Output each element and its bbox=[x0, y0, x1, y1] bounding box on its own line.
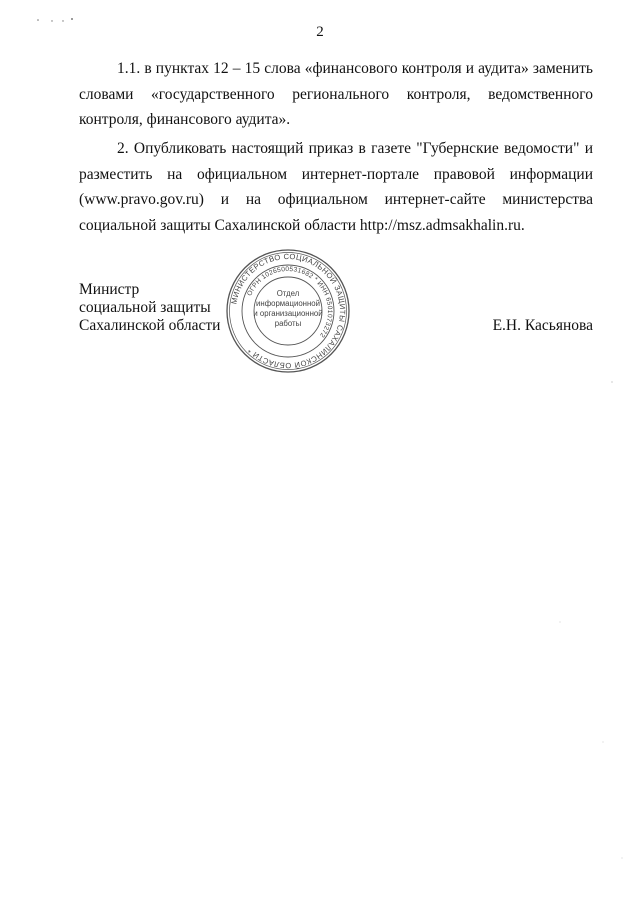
scan-speck bbox=[622, 858, 623, 859]
scan-speck bbox=[611, 381, 612, 382]
scan-speck bbox=[560, 622, 561, 623]
signer-name: Е.Н. Касьянова bbox=[492, 317, 593, 334]
signature-title-line: социальной защиты bbox=[79, 299, 211, 316]
seal-outer-text: МИНИСТЕРСТВО СОЦИАЛЬНОЙ ЗАЩИТЫ САХАЛИНСКОЙ ОБЛАСТИ * bbox=[229, 251, 348, 371]
seal-center-text: Отдел bbox=[276, 289, 300, 298]
seal-center-text: и организационной bbox=[253, 309, 323, 318]
signature-title-line: Министр bbox=[79, 281, 140, 298]
scan-speck bbox=[37, 19, 39, 21]
signature-title-line: Сахалинской области bbox=[79, 317, 221, 334]
scan-speck bbox=[62, 20, 63, 21]
signature-title-block bbox=[79, 281, 220, 335]
page-number: 2 bbox=[316, 24, 324, 40]
scan-speck bbox=[51, 20, 52, 21]
seal-inner-text: ОГРН 1026500531682 * ИНН 6501073272 bbox=[246, 265, 334, 339]
seal-center-text: работы bbox=[274, 319, 302, 328]
official-seal bbox=[224, 247, 352, 375]
seal-center-text: информационной bbox=[256, 299, 320, 308]
paragraph-amendment: 1.1. в пунктах 12 – 15 слова «финансового контроля и аудита» заменить словами «государственного регионального контроля, ведомственного контроля, финансового аудита». bbox=[79, 60, 593, 128]
scan-speck bbox=[71, 18, 73, 20]
scan-speck bbox=[603, 742, 604, 743]
paragraph-publication: 2. Опубликовать настоящий приказ в газете "Губернские ведомости" и разместить на официальном интернет-портале правовой информации (www.pravo.gov.ru) и на официальном интернет-сайте министерства социальной защиты Сахалинской области http://msz.admsakhalin.ru. bbox=[79, 140, 593, 234]
